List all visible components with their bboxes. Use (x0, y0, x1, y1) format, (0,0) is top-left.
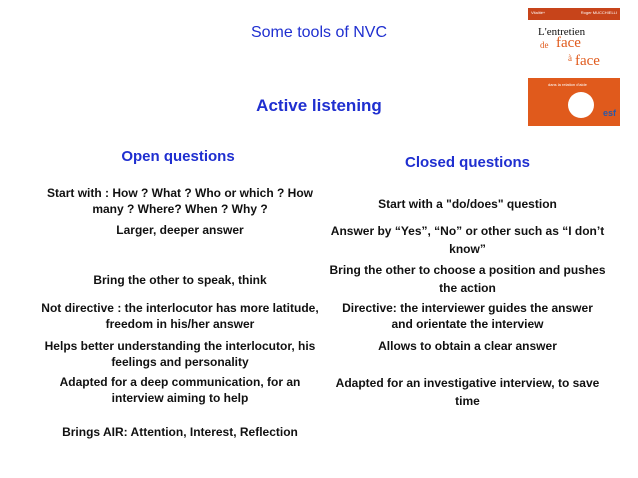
book-author: Roger MUCCHIELLI (580, 10, 617, 15)
open-row-effect: Bring the other to speak, think (93, 273, 267, 287)
book-title-de: de (540, 40, 549, 50)
book-top-band (528, 8, 620, 20)
closed-row-answer: Answer by “Yes”, “No” or other such as “I don’t know” (330, 224, 605, 256)
book-title-line1: L'entretien (538, 26, 586, 38)
closed-row-effect: Bring the other to choose a position and pushes the action (329, 263, 606, 295)
slide-title: Some tools of NVC (250, 24, 388, 41)
closed-row-start: Start with a "do/does" question (378, 197, 557, 211)
open-row-benefit: Helps better understanding the interlocutor, his feelings and personality (44, 339, 316, 369)
book-subtitle: dans la relation d'aide (548, 82, 587, 87)
open-row-air: Brings AIR: Attention, Interest, Reflection (62, 425, 298, 439)
book-title-face2: face (575, 53, 600, 69)
book-title-a: à (568, 53, 572, 63)
book-title-face1: face (556, 35, 581, 51)
book-title-area (528, 20, 620, 78)
closed-questions-heading: Closed questions (404, 154, 531, 171)
section-title: Active listening (256, 96, 382, 115)
closed-row-usage: Adapted for an investigative interview, to save time (335, 376, 600, 408)
open-questions-heading: Open questions (121, 148, 235, 165)
book-logo: esf (602, 108, 616, 118)
open-row-start: Start with : How ? What ? Who or which ? How many ? Where? When ? Why ? (47, 186, 313, 216)
book-publisher: Vitalité+ (531, 10, 546, 15)
open-row-usage: Adapted for a deep communication, for an interview aiming to help (59, 375, 301, 405)
closed-row-benefit: Allows to obtain a clear answer (378, 339, 557, 353)
open-row-directivity: Not directive : the interlocutor has more latitude, freedom in his/her answer (41, 301, 319, 331)
open-row-answer: Larger, deeper answer (116, 223, 244, 237)
closed-row-directivity: Directive: the interviewer guides the answer and orientate the interview (342, 301, 593, 331)
